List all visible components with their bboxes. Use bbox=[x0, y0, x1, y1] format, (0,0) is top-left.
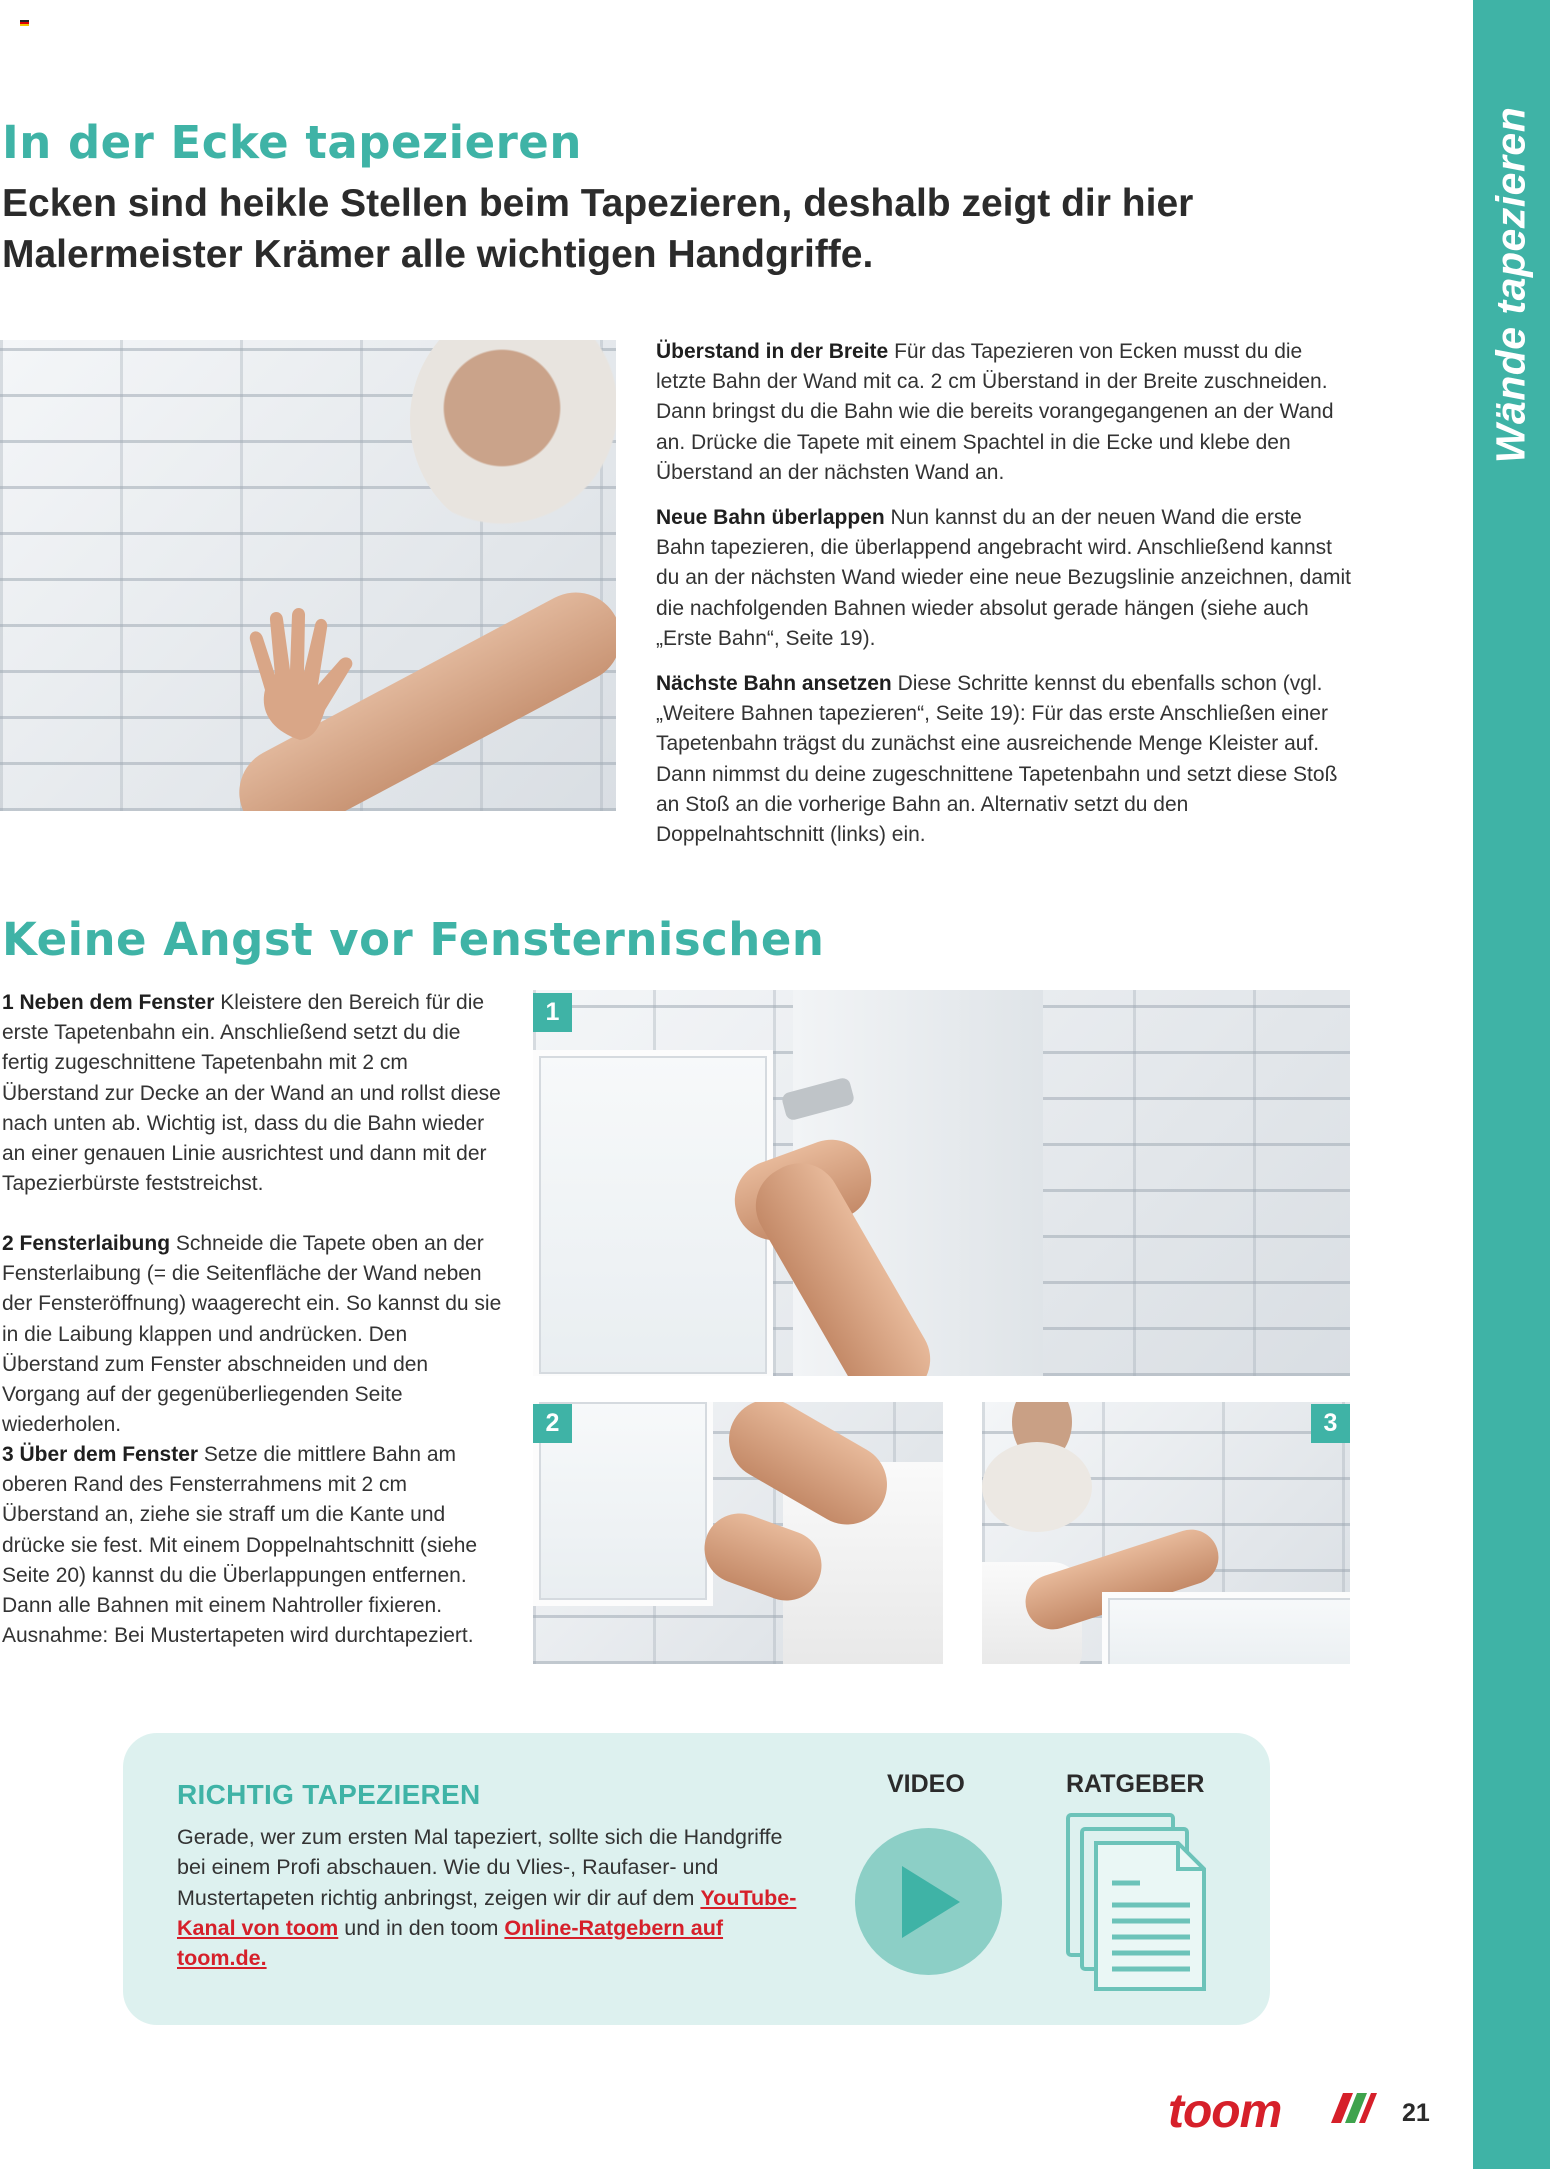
side-section-label: Wände tapezieren bbox=[1487, 106, 1534, 464]
section-title-window-niches: Keine Angst vor Fensternischen bbox=[2, 913, 825, 966]
info-box-title: RICHTIG TAPEZIEREN bbox=[177, 1779, 481, 1810]
photo-step-3 bbox=[982, 1402, 1350, 1664]
paragraph-overhang-width bbox=[656, 337, 1356, 488]
step-badge-3: 3 bbox=[1311, 1404, 1350, 1443]
hand-icon bbox=[230, 600, 380, 750]
document-stack-icon[interactable] bbox=[1066, 1813, 1211, 1993]
online-guide-link[interactable]: Online-Ratgebern auf toom.de. bbox=[177, 1915, 724, 1971]
info-text-middle: und in den toom bbox=[338, 1915, 505, 1940]
info-box-text bbox=[177, 1822, 817, 1973]
step-text: Setze die mittlere Bahn am oberen Rand des Fensterrahmens mit 2 cm Überstand an, ziehe sie straff um die Kante und drücke sie fest. Mit einem Doppelnahtschnitt (siehe Seite 20) kannst du die Überlappungen entfernen. Dann alle Bahnen mit einem Nahtroller fixieren. Ausnahme: Bei Mustertapeten wird durchtapeziert. bbox=[2, 1443, 478, 1648]
step-badge-2: 2 bbox=[533, 1404, 572, 1443]
youtube-channel-link[interactable]: YouTube-Kanal von toom bbox=[177, 1885, 797, 1940]
person-head bbox=[410, 340, 616, 540]
step-text: Kleistere den Bereich für die erste Tapetenbahn ein. Anschließend setzt du die fertig zugeschnittene Tapetenbahn mit 2 cm Überstand zur Decke an der Wand an und rollst diese nach unten ab. Wichtig ist, dass du die Bahn wieder an einer genauen Linie ausrichtest und dann mit der Tapezierbürste feststreichst. bbox=[2, 991, 501, 1196]
page-number: 21 bbox=[1402, 2099, 1430, 2127]
photo-step-2 bbox=[533, 1402, 943, 1664]
play-triangle-icon bbox=[894, 1862, 964, 1942]
step-text: Schneide die Tapete oben an der Fensterlaibung (= die Seitenfläche der Wand neben der Fensteröffnung) waagerecht ein. So kannst du sie in die Laibung klappen und andrücken. Den Überstand zum Fenster abschneiden und den Vorgang auf der gegenüberliegenden Seite wiederholen. bbox=[2, 1232, 502, 1437]
paragraph-lead: Überstand in der Breite bbox=[656, 340, 889, 363]
step-window-reveal bbox=[2, 1229, 502, 1440]
step-lead: 3 Über dem Fenster bbox=[2, 1443, 199, 1466]
toom-logo: toom bbox=[1168, 2085, 1282, 2138]
step-beside-window bbox=[2, 988, 502, 1199]
section-subtitle: Ecken sind heikle Stellen beim Tapezieren, deshalb zeigt dir hier Malermeister Krämer alle wichtigen Handgriffe. bbox=[2, 182, 1194, 276]
step-lead: 2 Fensterlaibung bbox=[2, 1232, 171, 1255]
info-text-start: Gerade, wer zum ersten Mal tapeziert, sollte sich die Handgriffe bei einem Profi abschauen. Wie du Vlies-, Raufaser- und Mustertapeten richtig anbringst, zeigen wir dir auf dem bbox=[177, 1825, 783, 1910]
step-badge-1: 1 bbox=[533, 993, 572, 1032]
window-pane bbox=[1102, 1592, 1350, 1664]
paragraph-next-strip bbox=[656, 669, 1356, 850]
photo-step-1 bbox=[533, 990, 1350, 1376]
beard bbox=[982, 1442, 1092, 1532]
paragraph-overlap-new-strip bbox=[656, 503, 1356, 654]
flag-icon bbox=[20, 20, 29, 26]
paragraph-text: Nun kannst du an der neuen Wand die erste Bahn tapezieren, die überlappend angebracht wird. Anschließend kannst du an der nächsten Wand wieder eine neue Bezugslinie anzeichnen, damit die nachfolgenden Bahnen wieder absolut gerade hängen (siehe auch „Erste Bahn“, Seite 19). bbox=[656, 506, 1352, 650]
photo-corner-wallpapering bbox=[0, 340, 616, 811]
guide-label: RATGEBER bbox=[1066, 1770, 1205, 1798]
step-above-window bbox=[2, 1440, 502, 1651]
video-label: VIDEO bbox=[887, 1770, 965, 1798]
play-icon[interactable] bbox=[855, 1828, 1002, 1975]
paragraph-lead: Neue Bahn überlappen bbox=[656, 506, 885, 529]
paragraph-lead: Nächste Bahn ansetzen bbox=[656, 672, 892, 695]
toom-logo-roof-icon bbox=[1327, 2089, 1379, 2125]
step-lead: 1 Neben dem Fenster bbox=[2, 991, 215, 1014]
section-title-corners: In der Ecke tapezieren bbox=[2, 116, 582, 169]
paragraph-text: Diese Schritte kennst du ebenfalls schon (vgl. „Weitere Bahnen tapezieren“, Seite 19): Für das erste Anschließen einer Tapetenbahn trägst du zunächst eine ausreichende Menge Kleister auf. Dann nimmst du deine zugeschnittene Tapetenbahn und setzt diese Stoß an Stoß an die vorherige Bahn an. Alternativ setzt du den Doppelnahtschnitt (links) ein. bbox=[656, 672, 1338, 847]
paragraph-text: Für das Tapezieren von Ecken musst du die letzte Bahn der Wand mit ca. 2 cm Überstand in der Breite zuschneiden. Dann bringst du die Bahn wie die bereits vorangegangenen an der Wand an. Drücke die Tapete mit einem Spachtel in die Ecke und klebe den Überstand an der nächsten Wand an. bbox=[656, 340, 1334, 484]
